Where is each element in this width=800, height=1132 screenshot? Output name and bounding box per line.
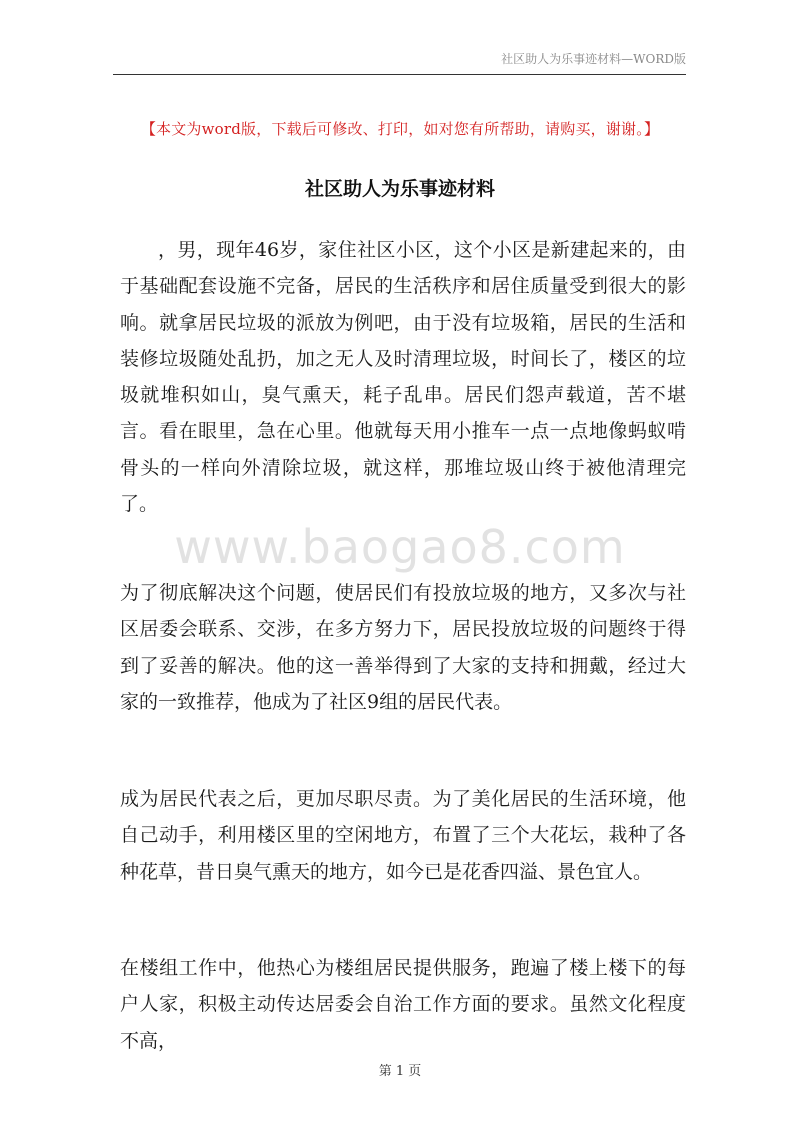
page-number: 第 1 页 [378,1064,422,1079]
watermark: www.baogao8.com [174,520,626,574]
paragraph-2: 为了彻底解决这个问题，使居民们有投放垃圾的地方，又多次与社区居委会联系、交涉，在多方努力下，居民投放垃圾的问题终于得到了妥善的解决。他的这一善举得到了大家的支持和拥戴，经过大家的一致推荐，他成为了社区9组的居民代表。 [120,582,686,713]
paragraph-1: ，男，现年46岁，家住社区小区，这个小区是新建起来的，由于基础配套设施不完备，居民的生活秩序和居住质量受到很大的影响。就拿居民垃圾的派放为例吧，由于没有垃圾箱，居民的生活和装修垃圾随处乱扔，加之无人及时清理垃圾，时间长了，楼区的垃圾就堆积如山，臭气熏天，耗子乱串。居民们怨声载道，苦不堪言。看在眼里，急在心里。他就每天用小推车一点一点地像蚂蚁啃骨头的一样向外清除垃圾，就这样，那堆垃圾山终于被他清理完了。 [120,239,686,516]
paragraph-4: 在楼组工作中，他热心为楼组居民提供服务，跑遍了楼上楼下的每户人家，积极主动传达居委会自治工作方面的要求。虽然文化程度不高， [120,957,686,1052]
running-header: 社区助人为乐事迹材料—WORD版 [501,52,686,66]
download-notice: 【本文为word版，下载后可修改、打印，如对您有所帮助，请购买，谢谢。】 [140,120,660,138]
header-divider [113,74,686,75]
document-title: 社区助人为乐事迹材料 [304,178,495,200]
paragraph-3: 成为居民代表之后，更加尽职尽责。为了美化居民的生活环境，他自己动手，利用楼区里的空闲地方，布置了三个大花坛，栽种了各种花草，昔日臭气熏天的地方，如今已是花香四溢、景色宜人。 [120,788,686,883]
